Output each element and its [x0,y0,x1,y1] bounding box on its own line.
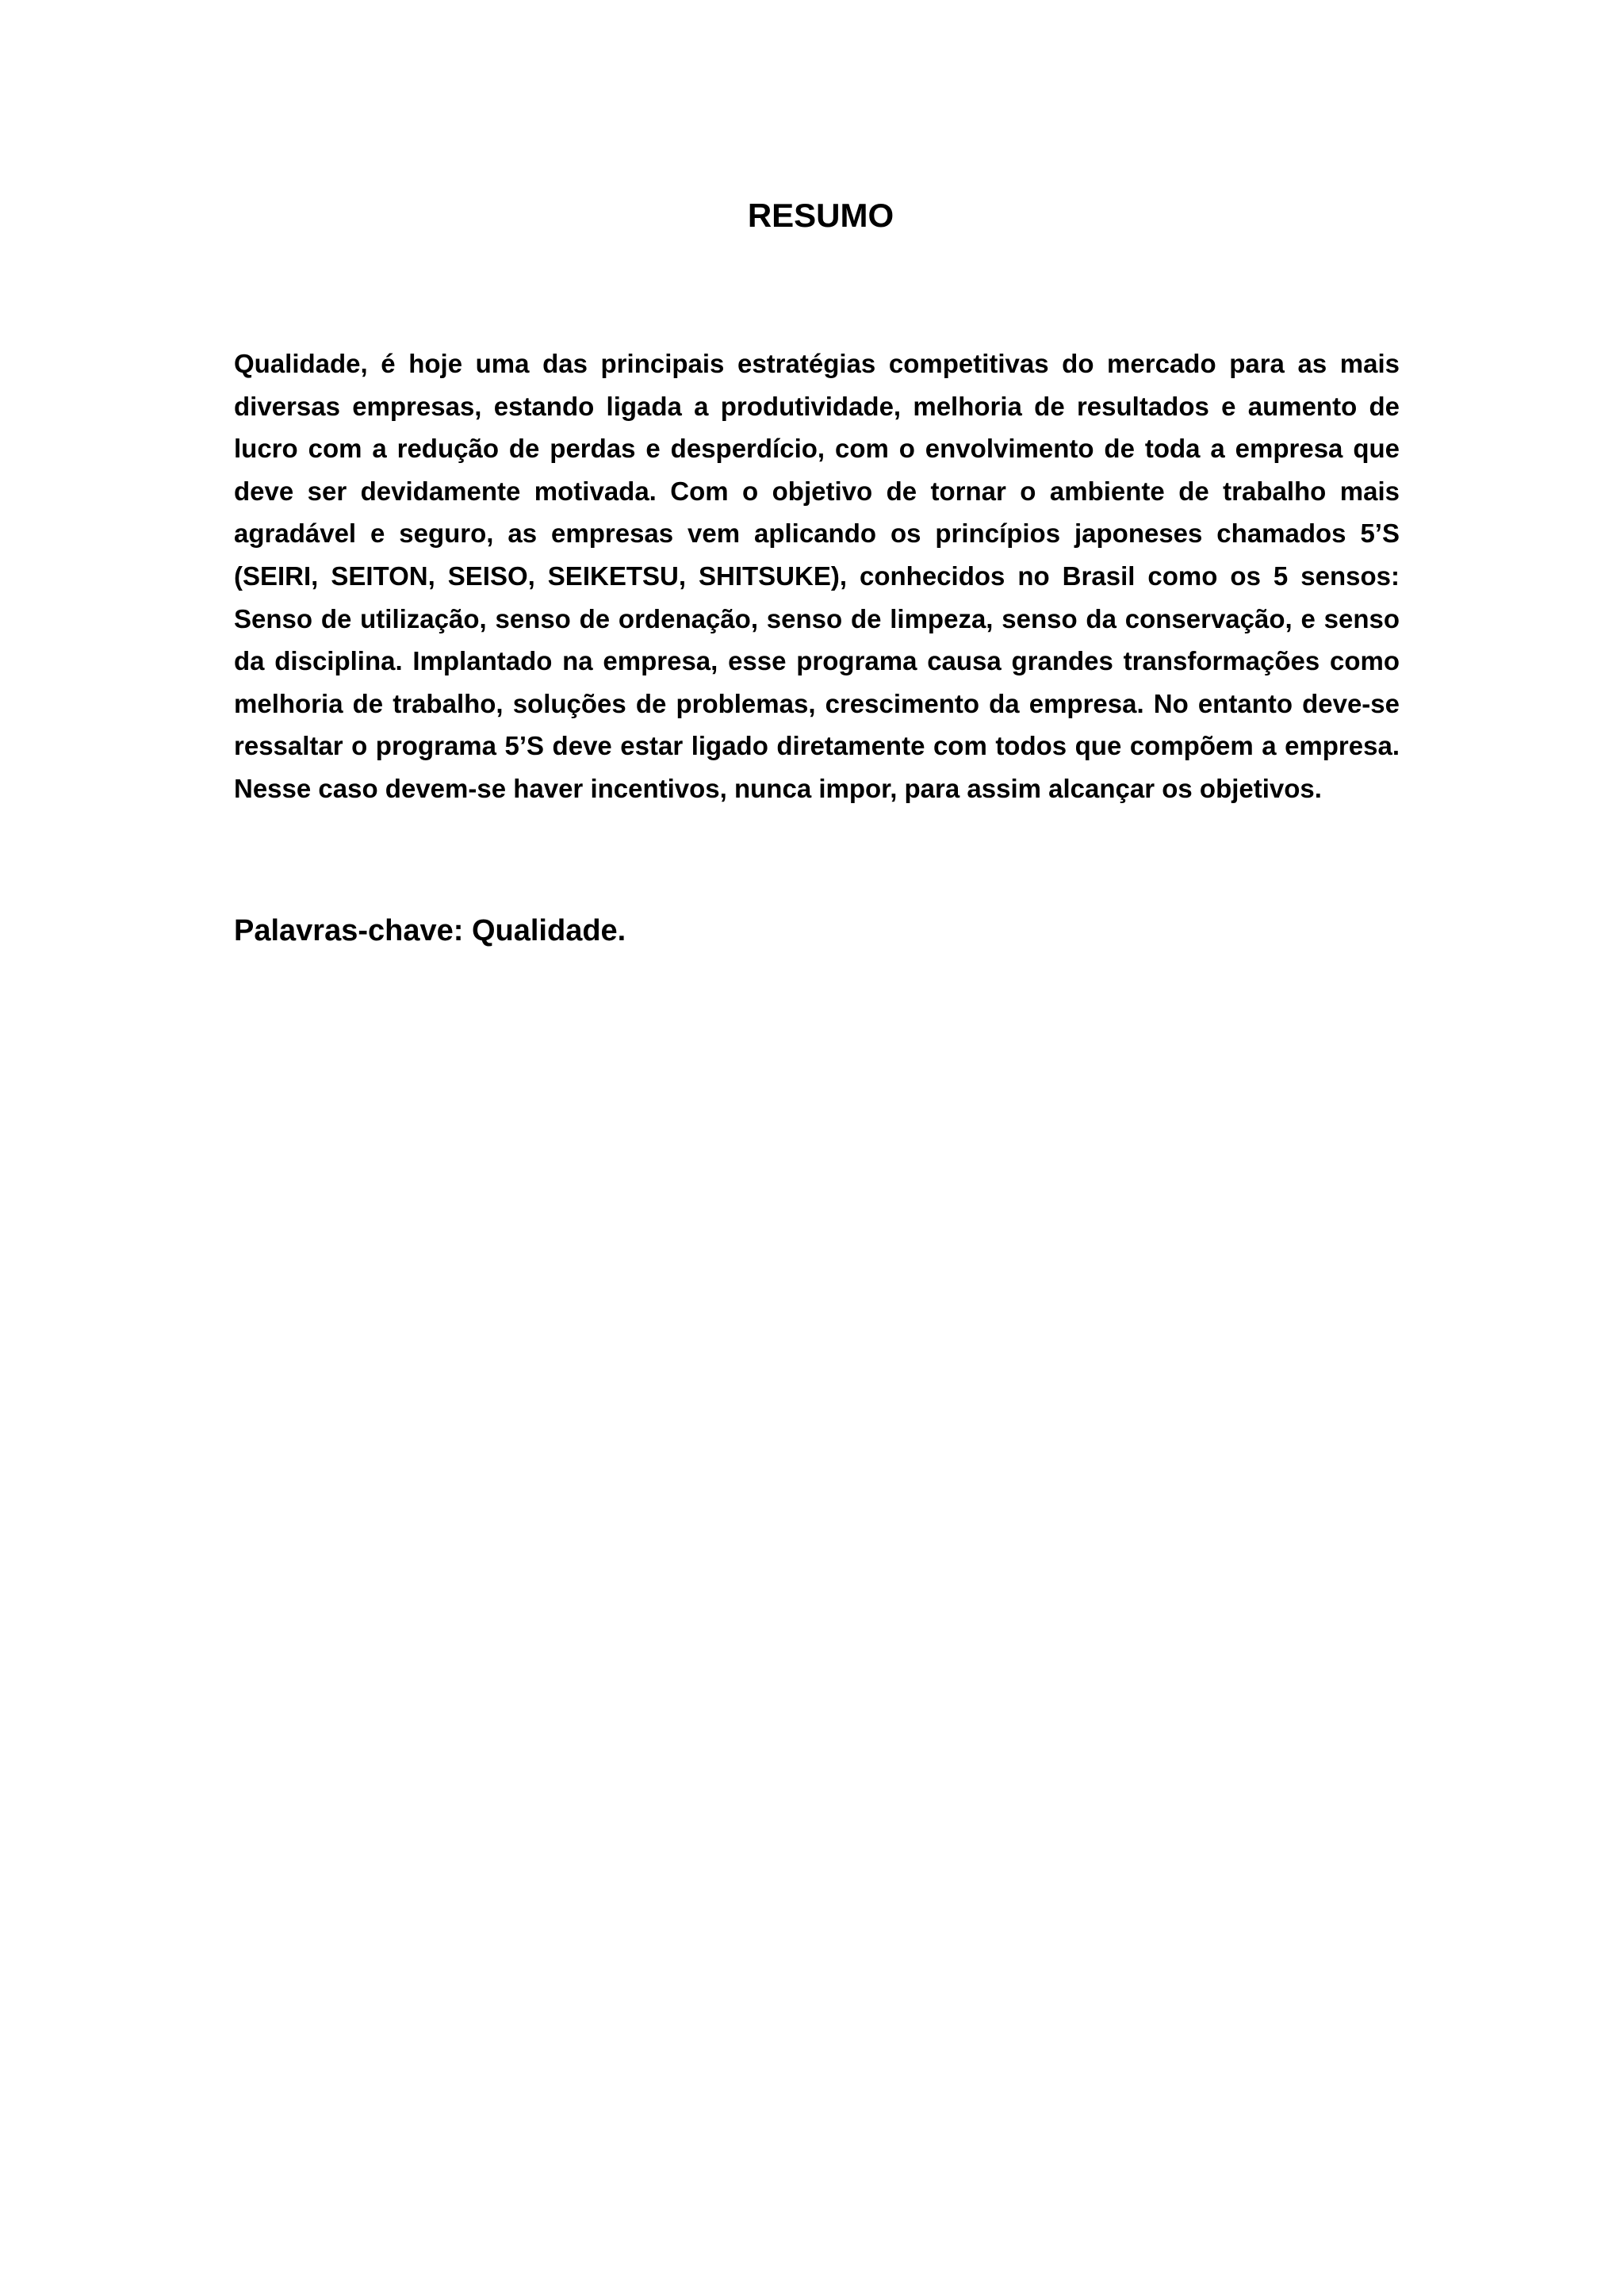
page-title: RESUMO [747,197,894,234]
abstract-paragraph: Qualidade, é hoje uma das principais estratégias competitivas do mercado para as mais diversas empresas, estando ligada a produtividade, melhoria de resultados e aumento de lucro com a redução de perdas e desperdício, com o envolvimento de toda a empresa que deve ser devidamente motivada. Com o objetivo de tornar o ambiente de trabalho mais agradável e seguro, as empresas vem aplicando os princípios japoneses chamados 5’S (SEIRI, SEITON, SEISO, SEIKETSU, SHITSUKE), conhecidos no Brasil como os 5 sensos: Senso de utilização, senso de ordenação, senso de limpeza, senso da conservação, e senso da disciplina. Implantado na empresa, esse programa causa grandes transformações como melhoria de trabalho, soluções de problemas, crescimento da empresa. No entanto deve-se ressaltar o programa 5’S deve estar ligado diretamente com todos que compõem a empresa. Nesse caso devem-se haver incentivos, nunca impor, para assim alcançar os objetivos. [234,349,1400,803]
keywords-line: Palavras-chave: Qualidade. [234,914,626,947]
